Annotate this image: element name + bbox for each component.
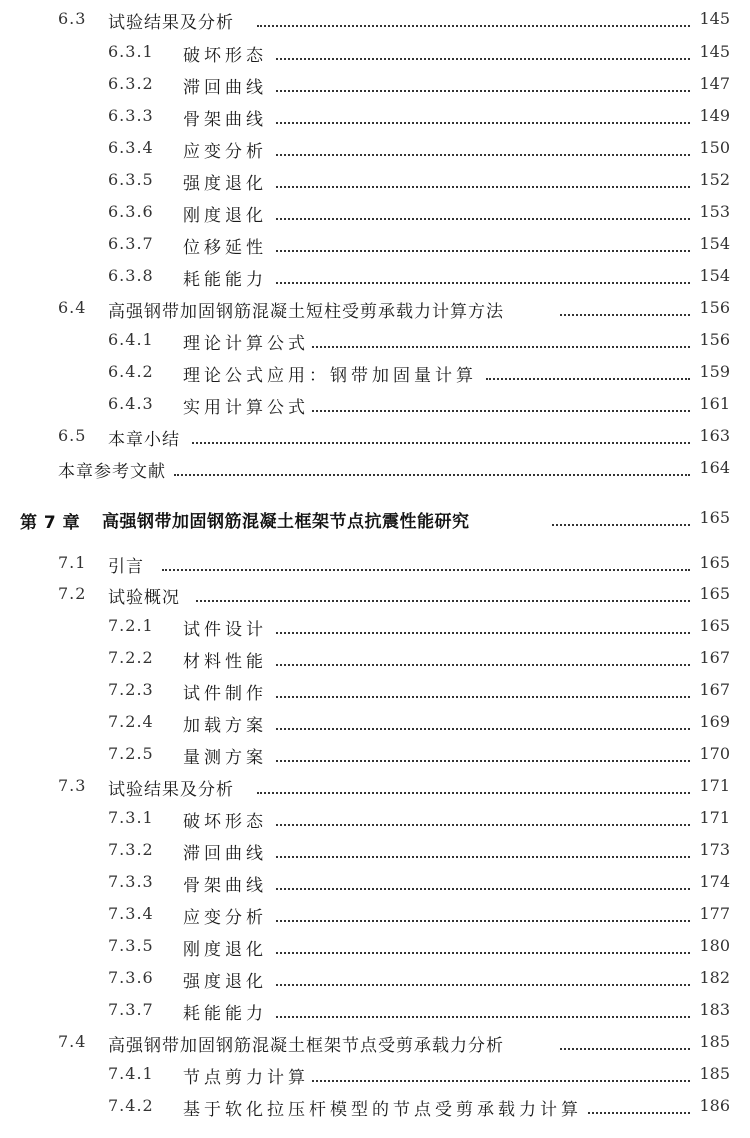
toc-entry-6-4-2[interactable] — [0, 358, 750, 388]
section-number: 7.3.2 — [108, 840, 154, 859]
section-title: 刚度退化 — [183, 206, 267, 226]
section-number: 7.2.3 — [108, 680, 154, 699]
toc-entry-7-3[interactable] — [0, 772, 750, 802]
page-number: 185 — [699, 1032, 730, 1051]
page-number: 171 — [699, 776, 730, 795]
page-number: 171 — [699, 808, 730, 827]
section-title: 本章参考文献 — [58, 462, 166, 482]
section-number: 7.3 — [58, 776, 87, 795]
page-number: 150 — [699, 138, 730, 157]
toc-entry-6-3-2[interactable] — [0, 70, 750, 100]
page-number: 167 — [699, 680, 730, 699]
dot-leader — [276, 90, 690, 92]
section-title: 刚度退化 — [183, 940, 267, 960]
toc-entry-7-3-2[interactable] — [0, 836, 750, 866]
section-number: 7.4.1 — [108, 1064, 154, 1083]
page-number: 152 — [699, 170, 730, 189]
page-number: 174 — [699, 872, 730, 891]
dot-leader — [588, 1112, 690, 1114]
section-number: 6.3.1 — [108, 42, 154, 61]
section-title: 破坏形态 — [183, 812, 267, 832]
dot-leader — [276, 218, 690, 220]
toc-entry-6-4-1[interactable] — [0, 326, 750, 356]
page-number: 165 — [699, 553, 730, 572]
dot-leader — [276, 856, 690, 858]
section-title: 高强钢带加固钢筋混凝土短柱受剪承载力计算方法 — [108, 302, 504, 322]
page-number: 167 — [699, 648, 730, 667]
page-number: 156 — [699, 298, 730, 317]
toc-entry-6-5[interactable] — [0, 422, 750, 452]
page-number: 183 — [699, 1000, 730, 1019]
section-number: 6.3 — [58, 9, 87, 28]
toc-chapter-7[interactable] — [0, 504, 750, 534]
toc-entry-7-3-3[interactable] — [0, 868, 750, 898]
page-number: 180 — [699, 936, 730, 955]
page-number: 163 — [699, 426, 730, 445]
section-number: 7.3.5 — [108, 936, 154, 955]
dot-leader — [560, 1048, 690, 1050]
dot-leader — [276, 250, 690, 252]
dot-leader — [560, 314, 690, 316]
section-title: 位移延性 — [183, 238, 267, 258]
page-number: 164 — [699, 458, 730, 477]
section-title: 量测方案 — [183, 748, 267, 768]
toc-entry-7-1[interactable] — [0, 549, 750, 579]
dot-leader — [312, 1080, 690, 1082]
section-title: 试件制作 — [183, 684, 267, 704]
section-number: 7.2.2 — [108, 648, 154, 667]
section-number: 7.2.1 — [108, 616, 154, 635]
dot-leader — [276, 664, 690, 666]
section-title: 破坏形态 — [183, 46, 267, 66]
toc-entry-6-3-7[interactable] — [0, 230, 750, 260]
section-number: 7.3.1 — [108, 808, 154, 827]
page-number: 159 — [699, 362, 730, 381]
toc-entry-6-4[interactable] — [0, 294, 750, 324]
section-number: 6.3.7 — [108, 234, 154, 253]
section-number: 6.4.1 — [108, 330, 154, 349]
section-number: 7.1 — [58, 553, 87, 572]
dot-leader — [276, 888, 690, 890]
section-title: 试验概况 — [108, 588, 180, 608]
page-number: 165 — [699, 584, 730, 603]
section-number: 6.4.3 — [108, 394, 154, 413]
dot-leader — [162, 569, 690, 571]
dot-leader — [276, 1016, 690, 1018]
section-title: 试验结果及分析 — [108, 13, 234, 33]
page-number: 154 — [699, 266, 730, 285]
dot-leader — [276, 952, 690, 954]
toc-entry-7-3-5[interactable] — [0, 932, 750, 962]
page-number: 165 — [699, 616, 730, 635]
section-number: 6.3.3 — [108, 106, 154, 125]
toc-entry-references[interactable] — [0, 454, 750, 484]
dot-leader — [276, 696, 690, 698]
section-number: 7.4 — [58, 1032, 87, 1051]
section-number: 7.3.7 — [108, 1000, 154, 1019]
dot-leader — [276, 984, 690, 986]
toc-entry-6-3-8[interactable] — [0, 262, 750, 292]
dot-leader — [276, 728, 690, 730]
dot-leader — [276, 58, 690, 60]
section-title: 节点剪力计算 — [183, 1068, 309, 1088]
section-title: 耗能能力 — [183, 270, 267, 290]
dot-leader — [312, 410, 690, 412]
section-number: 7.3.6 — [108, 968, 154, 987]
section-number: 6.4 — [58, 298, 87, 317]
page-number: 161 — [699, 394, 730, 413]
page-number: 147 — [699, 74, 730, 93]
section-number: 7.2.4 — [108, 712, 154, 731]
toc-entry-6-4-3[interactable] — [0, 390, 750, 420]
toc-entry-6-3-1[interactable] — [0, 38, 750, 68]
toc-entry-6-3[interactable] — [0, 5, 750, 35]
section-title: 加载方案 — [183, 716, 267, 736]
chapter-title: 高强钢带加固钢筋混凝土框架节点抗震性能研究 — [102, 512, 470, 532]
page-number: 169 — [699, 712, 730, 731]
toc-entry-7-2-5[interactable] — [0, 740, 750, 770]
section-title: 强度退化 — [183, 972, 267, 992]
section-title: 滞回曲线 — [183, 844, 267, 864]
page-number: 186 — [699, 1096, 730, 1115]
dot-leader — [276, 760, 690, 762]
dot-leader — [196, 600, 690, 602]
toc-entry-7-2-2[interactable] — [0, 644, 750, 674]
section-title: 试验结果及分析 — [108, 780, 234, 800]
section-title: 强度退化 — [183, 174, 267, 194]
section-title: 高强钢带加固钢筋混凝土框架节点受剪承载力分析 — [108, 1036, 504, 1056]
page-number: 165 — [699, 508, 730, 527]
toc-entry-7-3-1[interactable] — [0, 804, 750, 834]
dot-leader — [276, 154, 690, 156]
toc-entry-7-2-4[interactable] — [0, 708, 750, 738]
dot-leader — [257, 792, 690, 794]
section-title: 理论公式应用：钢带加固量计算 — [183, 366, 477, 386]
dot-leader — [276, 632, 690, 634]
section-title: 滞回曲线 — [183, 78, 267, 98]
section-title: 本章小结 — [108, 430, 180, 450]
section-number: 6.3.6 — [108, 202, 154, 221]
section-title: 引言 — [108, 557, 144, 577]
dot-leader — [174, 474, 690, 476]
toc-entry-7-2-3[interactable] — [0, 676, 750, 706]
toc-entry-6-3-4[interactable] — [0, 134, 750, 164]
dot-leader — [312, 346, 690, 348]
section-number: 7.2.5 — [108, 744, 154, 763]
page-number: 177 — [699, 904, 730, 923]
dot-leader — [276, 122, 690, 124]
dot-leader — [276, 920, 690, 922]
section-number: 7.2 — [58, 584, 87, 603]
section-title: 骨架曲线 — [183, 110, 267, 130]
section-title: 基于软化拉压杆模型的节点受剪承载力计算 — [183, 1100, 582, 1120]
page-number: 149 — [699, 106, 730, 125]
page-number: 185 — [699, 1064, 730, 1083]
page-number: 170 — [699, 744, 730, 763]
section-number: 7.3.3 — [108, 872, 154, 891]
section-title: 应变分析 — [183, 142, 267, 162]
section-title: 理论计算公式 — [183, 334, 309, 354]
section-title: 试件设计 — [183, 620, 267, 640]
dot-leader — [486, 378, 690, 380]
page-number: 182 — [699, 968, 730, 987]
section-title: 耗能能力 — [183, 1004, 267, 1024]
page-number: 153 — [699, 202, 730, 221]
toc-entry-7-4-2[interactable] — [0, 1092, 750, 1122]
section-title: 骨架曲线 — [183, 876, 267, 896]
toc-entry-7-3-4[interactable] — [0, 900, 750, 930]
section-number: 6.3.4 — [108, 138, 154, 157]
section-number: 7.3.4 — [108, 904, 154, 923]
toc-entry-7-3-7[interactable] — [0, 996, 750, 1026]
section-number: 6.4.2 — [108, 362, 154, 381]
toc-entry-7-4[interactable] — [0, 1028, 750, 1058]
section-number: 6.5 — [58, 426, 87, 445]
toc-entry-6-3-5[interactable] — [0, 166, 750, 196]
section-number: 6.3.5 — [108, 170, 154, 189]
section-title: 材料性能 — [183, 652, 267, 672]
page-number: 156 — [699, 330, 730, 349]
chapter-number: 第 7 章 — [20, 513, 81, 533]
toc-entry-6-3-6[interactable] — [0, 198, 750, 228]
page-number: 145 — [699, 9, 730, 28]
dot-leader — [257, 25, 690, 27]
section-title: 实用计算公式 — [183, 398, 309, 418]
toc-entry-7-4-1[interactable] — [0, 1060, 750, 1090]
page-number: 154 — [699, 234, 730, 253]
page-number: 145 — [699, 42, 730, 61]
toc-entry-7-2[interactable] — [0, 580, 750, 610]
section-title: 应变分析 — [183, 908, 267, 928]
dot-leader — [276, 186, 690, 188]
section-number: 6.3.2 — [108, 74, 154, 93]
toc-entry-6-3-3[interactable] — [0, 102, 750, 132]
section-number: 7.4.2 — [108, 1096, 154, 1115]
dot-leader — [276, 824, 690, 826]
section-number: 6.3.8 — [108, 266, 154, 285]
dot-leader — [552, 524, 690, 526]
toc-entry-7-3-6[interactable] — [0, 964, 750, 994]
dot-leader — [192, 442, 690, 444]
toc-entry-7-2-1[interactable] — [0, 612, 750, 642]
dot-leader — [276, 282, 690, 284]
page-number: 173 — [699, 840, 730, 859]
